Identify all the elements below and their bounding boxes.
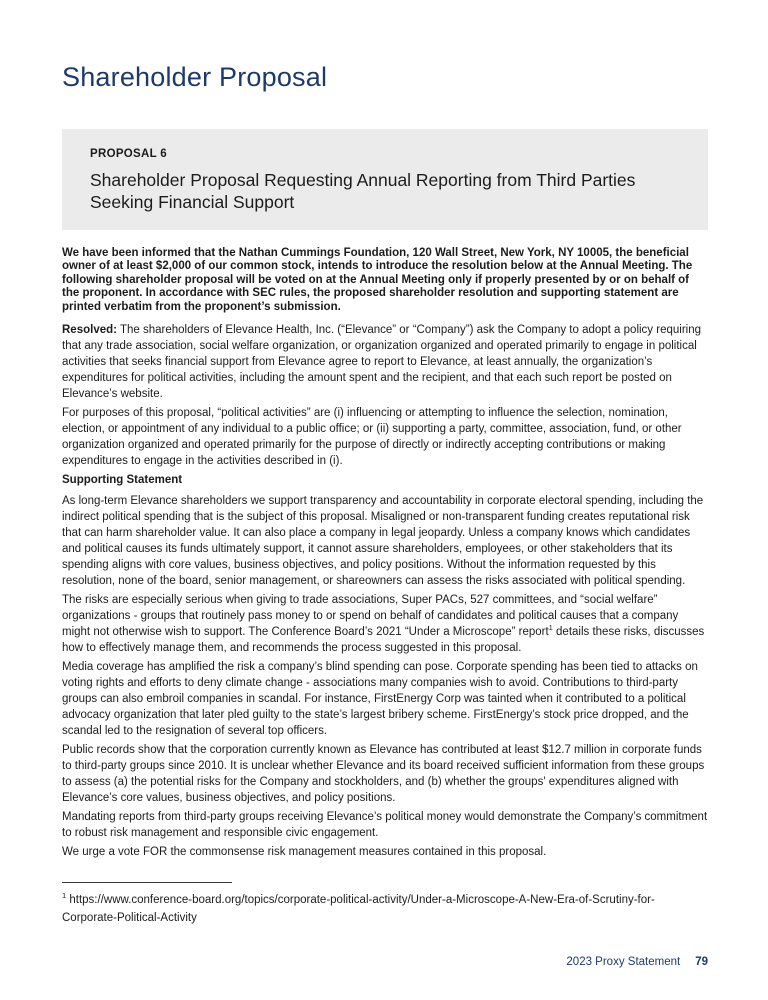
supporting-paragraph-3: Media coverage has amplified the risk a company’s blind spending can pose. Corporate spending has been tied to attacks on voting rights and efforts to deny climate change - associations many companies wish to avoid. Contributions to third-party groups can also embroil companies in scandal. For instance, FirstEnergy Corp was tainted when it contributed to a political advocacy organization that later pled guilty to the state’s largest bribery scheme. FirstEnergy’s stock price dropped, and the scandal led to the resignation of several top officers. (62, 661, 698, 738)
supporting-paragraph-5: Mandating reports from third-party groups receiving Elevance’s political money would demonstrate the Company’s commitment to robust risk management and responsible civic engagement. (62, 811, 708, 840)
proposal-heading: Shareholder Proposal Requesting Annual Reporting from Third Parties Seeking Financial Support (90, 170, 636, 213)
page-footer (566, 956, 708, 968)
footnote-1 (62, 892, 708, 927)
footer-label: 2023 Proxy Statement (566, 956, 681, 968)
footnote-separator (62, 882, 232, 883)
page-content (62, 0, 708, 863)
resolved-label: Resolved: (62, 324, 117, 337)
page-title: Shareholder Proposal (62, 62, 328, 92)
footnote-block (62, 882, 708, 927)
footnote-1-marker: 1 (62, 891, 67, 901)
proposal-number-label: PROPOSAL 6 (90, 148, 167, 161)
supporting-paragraph-2-continued: details these risks, discusses how to effectively manage them, and recommends the process suggested in this proposal. (62, 626, 705, 655)
supporting-paragraph-6: We urge a vote FOR the commonsense risk management measures contained in this proposal. (62, 846, 547, 859)
supporting-paragraph-2 (62, 592, 708, 656)
page-number: 79 (695, 956, 708, 968)
footnote-reference-1: 1 (548, 623, 553, 633)
resolved-paragraph (62, 322, 708, 402)
supporting-paragraph-1: As long-term Elevance shareholders we support transparency and accountability in corporate electoral spending, including the indirect political spending that is the subject of this proposal. Misaligned or non-transparent funding creates reputational risk that can harm shareholder value. It can also place a company in legal jeopardy. Unless a company knows which candidates and political causes its funds ultimately support, it cannot assure shareholders, employees, or other stakeholders that its spending aligns with core values, business objectives, and policy positions. Without the information requested by this resolution, none of the board, senior management, or shareowners can assess the risks associated with political spending. (62, 495, 704, 588)
intro-paragraph: We have been informed that the Nathan Cummings Foundation, 120 Wall Street, New York, NY 10005, the beneficial owner of at least $2,000 of our common stock, intends to introduce the resolution below at the Annual Meeting. The following shareholder proposal will be voted on at the Annual Meeting only if properly presented by or on behalf of the proponent. In accordance with SEC rules, the proposed shareholder resolution and supporting statement are printed verbatim from the proponent’s submission. (62, 247, 693, 313)
supporting-paragraph-2-text: The risks are especially serious when giving to trade associations, Super PACs, 527 committees, and “social welfare” organizations - groups that routinely pass money to or spend on behalf of candidates and political causes that a company might not otherwise wish to support. The Conference Board’s 2021 “Under a Microscope” report (62, 594, 679, 639)
purposes-paragraph: For purposes of this proposal, “political activities” are (i) influencing or attempting to influence the selection, nomination, election, or appointment of any individual to a public office; or (ii) supporting a party, committee, association, fund, or other organization organized and operated primarily for the purpose of directly or indirectly accepting contributions or making expenditures to engage in the activities described in (i). (62, 407, 682, 468)
footnote-url[interactable]: https://www.conference-board.org/topics/corporate-political-activity/Under-a-Microscope-A-New-Era-of-Scrutiny-for-Corporate-Political-Activity (62, 894, 655, 924)
resolved-text: The shareholders of Elevance Health, Inc. (“Elevance” or “Company”) ask the Company to adopt a policy requiring that any trade association, social welfare organization, or organization organized and operated primarily to engage in political activities that seeks financial support from Elevance agree to report to Elevance, at least annually, the organization’s expenditures for political activities, including the amount spent and the recipient, and that each such report be posted on Elevance’s website. (62, 324, 701, 401)
supporting-statement-heading: Supporting Statement (62, 474, 183, 487)
supporting-paragraph-4: Public records show that the corporation currently known as Elevance has contributed at least $12.7 million in corporate funds to third-party groups since 2010. It is unclear whether Elevance and its board received sufficient information from these groups to assess (a) the potential risks for the Company and stockholders, and (b) whether the groups' expenditures aligned with Elevance’s core values, business objectives, and policy positions. (62, 744, 705, 805)
proposal-banner (62, 129, 708, 230)
